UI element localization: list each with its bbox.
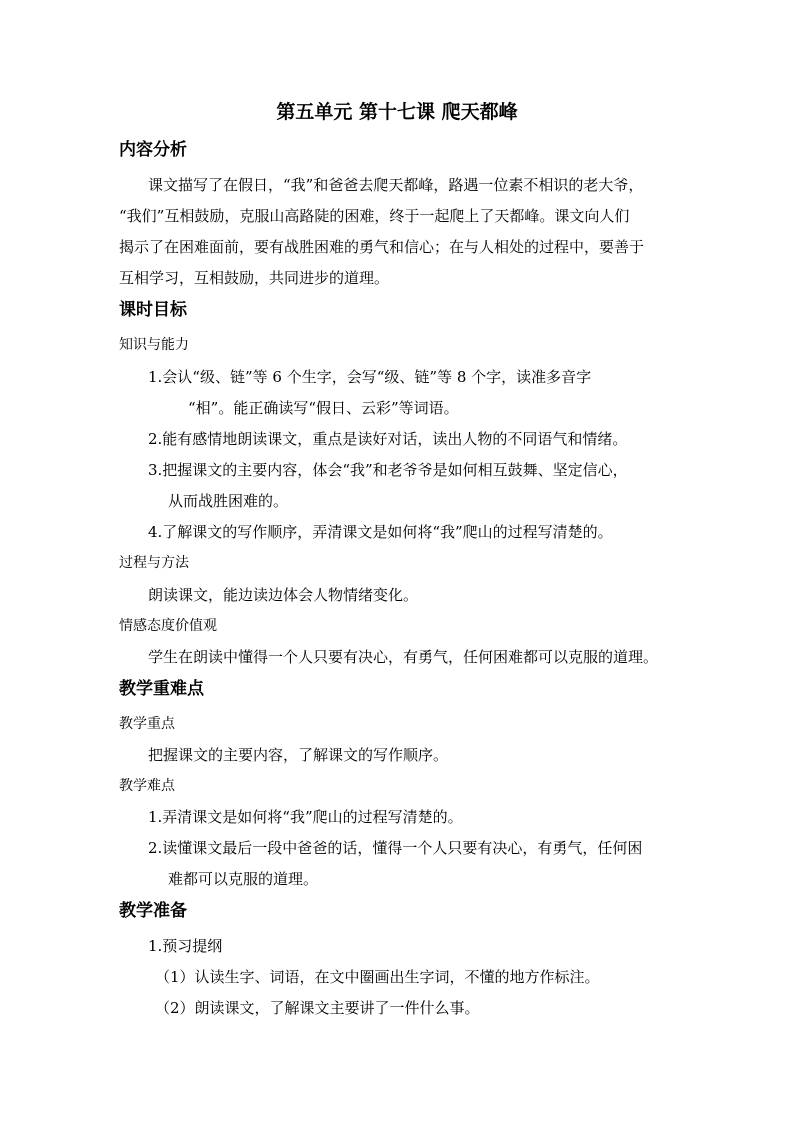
list-item: 3.把握课文的主要内容，体会“我”和老爷爷是如何相互鼓舞、坚定信心， [148, 461, 628, 479]
paragraph-line: 学生在朗读中懂得一个人只要有决心，有勇气，任何困难都可以克服的道理。 [148, 648, 659, 666]
list-item-continuation: 难都可以克服的道理。 [168, 870, 319, 888]
heading-objectives: 课时目标 [119, 300, 187, 320]
heading-content-analysis: 内容分析 [119, 140, 187, 160]
paragraph-line: 把握课文的主要内容，了解课文的写作顺序。 [148, 746, 449, 764]
list-item: 1.会认“级、链”等 6 个生字，会写“级、链”等 8 个字，读准多音字 [148, 368, 592, 386]
list-item: 1.弄清课文是如何将“我”爬山的过程写清楚的。 [148, 808, 463, 826]
heading-key-points: 教学重难点 [119, 679, 204, 699]
page-title: 第五单元 第十七课 爬天都峰 [276, 101, 518, 123]
list-item-continuation: 从而战胜困难的。 [168, 492, 289, 510]
list-item: 2.读懂课文最后一段中爸爸的话，懂得一个人只要有决心，有勇气，任何困 [148, 839, 643, 857]
subheading-process: 过程与方法 [119, 555, 189, 571]
subheading-difficulty: 教学难点 [119, 778, 175, 794]
heading-preparation: 教学准备 [119, 901, 187, 921]
paragraph-line: 互相学习，互相鼓励，共同进步的道理。 [119, 269, 390, 287]
list-item: （1）认读生字、词语，在文中圈画出生字词，不懂的地方作标注。 [155, 968, 600, 986]
paragraph-line: 课文描写了在假日，“我”和爸爸去爬天都峰，路遇一位素不相识的老大爷， [148, 176, 644, 194]
list-item-continuation: “相”。能正确读写“假日、云彩”等词语。 [188, 399, 459, 417]
list-item: 1.预习提纲 [148, 937, 223, 955]
subheading-emotion: 情感态度价值观 [119, 618, 217, 634]
paragraph-line: 朗读课文，能边读边体会人物情绪变化。 [148, 586, 419, 604]
paragraph-line: “我们”互相鼓励，克服山高路陡的困难，终于一起爬上了天都峰。课文向人们 [119, 207, 630, 225]
list-item: 2.能有感情地朗读课文，重点是读好对话，读出人物的不同语气和情绪。 [148, 430, 628, 448]
list-item: 4.了解课文的写作顺序，弄清课文是如何将“我”爬山的过程写清楚的。 [148, 523, 613, 541]
paragraph-line: 揭示了在困难面前，要有战胜困难的勇气和信心；在与人相处的过程中，要善于 [119, 238, 645, 256]
list-item: （2）朗读课文，了解课文主要讲了一件什么事。 [155, 999, 480, 1017]
subheading-focus: 教学重点 [119, 716, 175, 732]
subheading-knowledge: 知识与能力 [119, 337, 189, 353]
